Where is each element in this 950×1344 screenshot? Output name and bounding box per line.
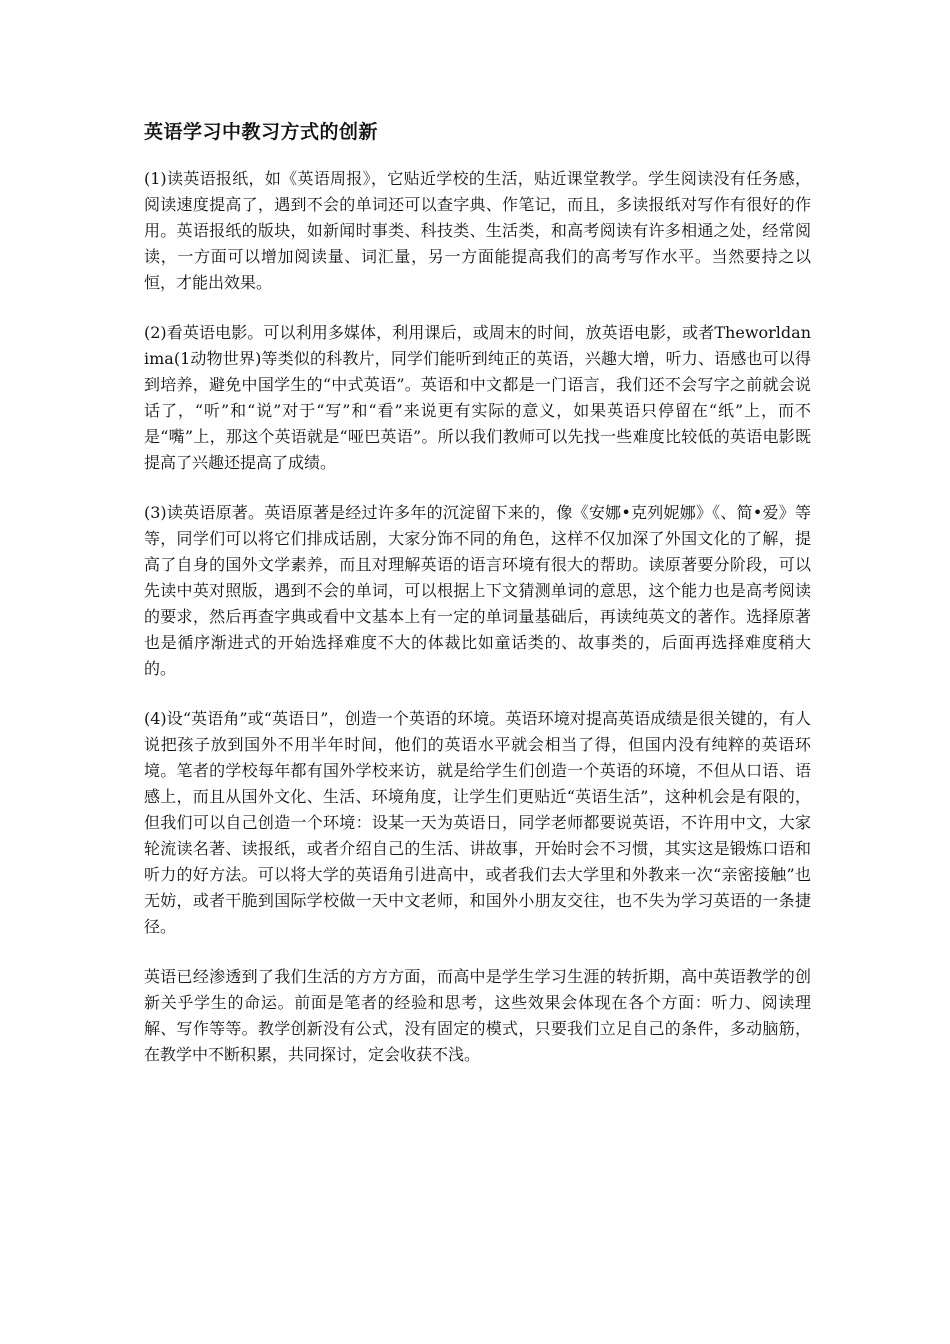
paragraph-english-corner: (4)设“英语角”或“英语日”，创造一个英语的环境。英语环境对提高英语成绩是很关键的，有人说把孩子放到国外不用半年时间，他们的英语水平就会相当了得，但国内没有纯粹的英语环境。笔者的学校每年都有国外学校来访，就是给学生们创造一个英语的环境，不但从口语、语感上，而且从国外文化、生活、环境角度，让学生们更贴近“英语生活”，这种机会是有限的，但我们可以自己创造一个环境：设某一天为英语日，同学老师都要说英语，不许用中文，大家轮流读名著、读报纸，或者介绍自己的生活、讲故事，开始时会不习惯，其实这是锻炼口语和听力的好方法。可以将大学的英语角引进高中，或者我们去大学里和外教来一次“亲密接触”也无妨，或者干脆到国际学校做一天中文老师，和国外小朋友交往，也不失为学习英语的一条捷径。 (144, 709, 811, 936)
paragraph-watch-movies: (2)看英语电影。可以利用多媒体，利用课后，或周末的时间，放英语电影，或者Theworldanima(1动物世界)等类似的科教片，同学们能听到纯正的英语，兴趣大增，听力、语感也可以得到培养，避免中国学生的“中式英语”。英语和中文都是一门语言，我们还不会写字之前就会说话了，“听”和“说”对于“写”和“看”来说更有实际的意义，如果英语只停留在“纸”上，而不是“嘴”上，那这个英语就是“哑巴英语”。所以我们教师可以先找一些难度比较低的英语电影既提高了兴趣还提高了成绩。 (144, 323, 811, 472)
document-title: 英语学习中教习方式的创新 (144, 121, 379, 143)
paragraph-read-originals: (3)读英语原著。英语原著是经过许多年的沉淀留下来的，像《安娜•克列妮娜》《、简•爱》等等，同学们可以将它们排成话剧，大家分饰不同的角色，这样不仅加深了外国文化的了解，提高了自身的国外文学素养，而且对理解英语的语言环境有很大的帮助。读原著要分阶段，可以先读中英对照版，遇到不会的单词，可以根据上下文猜测单词的意思，这个能力也是高考阅读的要求，然后再查字典或看中文基本上有一定的单词量基础后，再读纯英文的著作。选择原著也是循序渐进式的开始选择难度不大的体裁比如童话类的、故事类的，后面再选择难度稍大的。 (144, 503, 811, 678)
paragraph-read-newspapers: (1)读英语报纸，如《英语周报》，它贴近学校的生活，贴近课堂教学。学生阅读没有任务感，阅读速度提高了，遇到不会的单词还可以查字典、作笔记，而且，多读报纸对写作有很好的作用。英语报纸的版块，如新闻时事类、科技类、生活类，和高考阅读有许多相通之处，经常阅读，一方面可以增加阅读量、词汇量，另一方面能提高我们的高考写作水平。当然要持之以恒，才能出效果。 (144, 169, 811, 292)
document-page (144, 118, 811, 1092)
paragraph-conclusion: 英语已经渗透到了我们生活的方方方面，而高中是学生学习生涯的转折期，高中英语教学的创新关乎学生的命运。前面是笔者的经验和思考，这些效果会体现在各个方面：听力、阅读理解、写作等等。教学创新没有公式，没有固定的模式，只要我们立足自己的条件，多动脑筋，在教学中不断积累，共同探讨，定会收获不浅。 (144, 967, 811, 1064)
